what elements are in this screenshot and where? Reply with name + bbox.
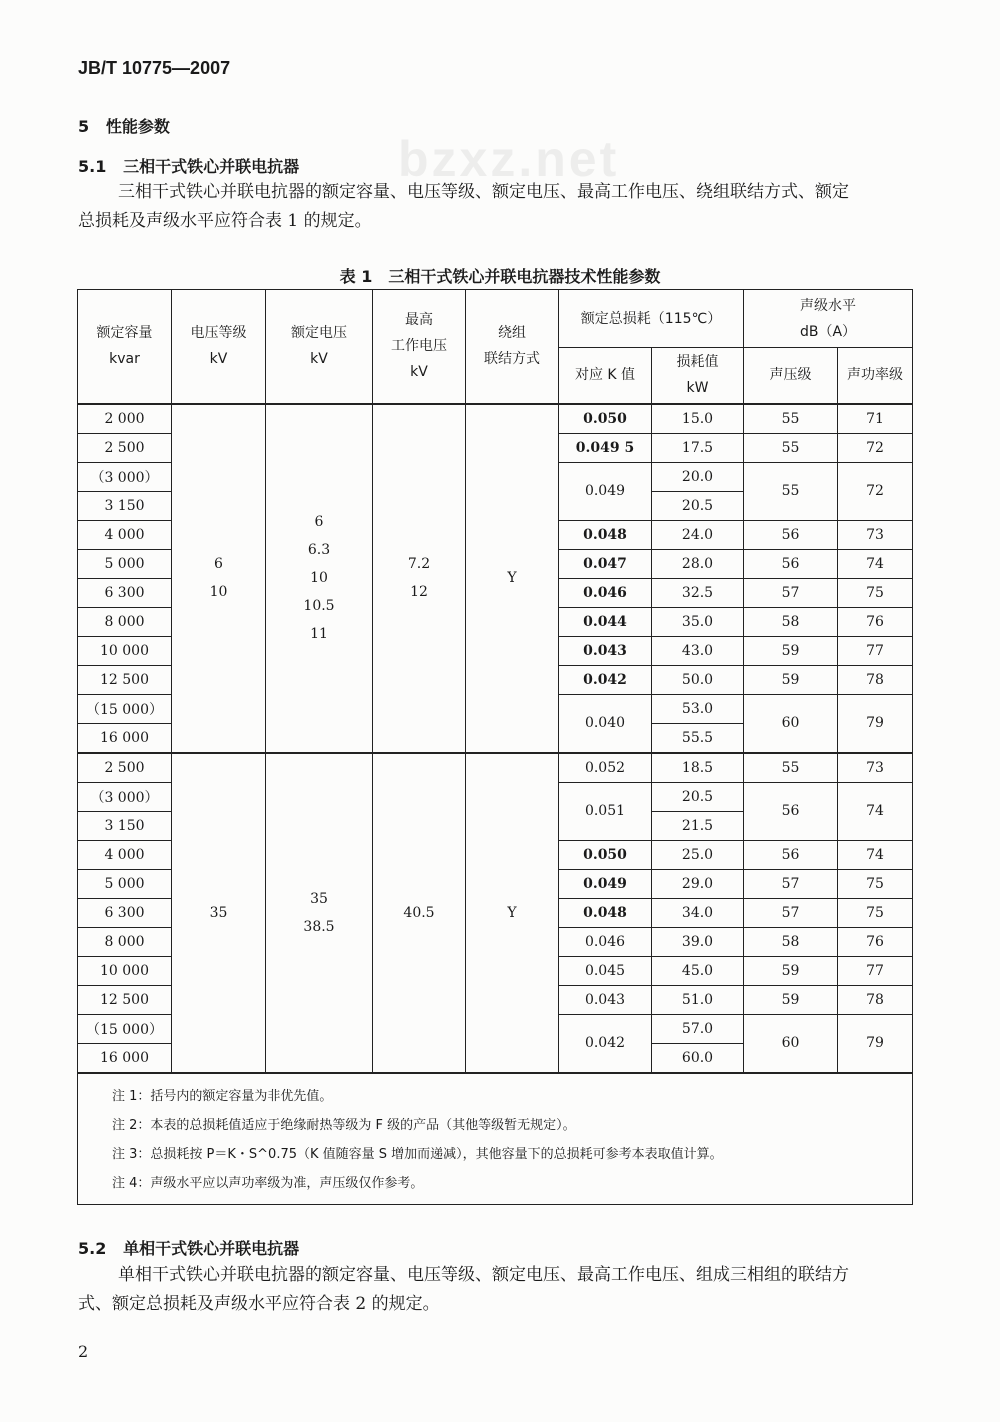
cell-capacity: 6 300 — [78, 578, 172, 607]
cell-swl: 74 — [838, 782, 913, 840]
cell-k: 0.049 — [559, 869, 652, 898]
cell-swl: 77 — [838, 636, 913, 665]
cell-spl: 56 — [744, 782, 838, 840]
cell-loss: 34.0 — [652, 898, 744, 927]
section-5-2-paragraph-line2: 式、额定总损耗及声级水平应符合表 2 的规定。 — [78, 1294, 440, 1314]
header-sound-power: 声功率级 — [838, 348, 913, 404]
cell-swl: 76 — [838, 927, 913, 956]
cell-swl: 75 — [838, 869, 913, 898]
cell-connection: Y — [466, 404, 559, 753]
cell-loss: 51.0 — [652, 985, 744, 1014]
cell-loss: 45.0 — [652, 956, 744, 985]
cell-swl: 79 — [838, 1014, 913, 1073]
cell-spl: 56 — [744, 520, 838, 549]
cell-loss: 57.0 — [652, 1014, 744, 1043]
cell-spl: 55 — [744, 753, 838, 783]
header-voltage-class: 电压等级 kV — [172, 290, 266, 404]
header-k-value: 对应 K 值 — [559, 348, 652, 404]
cell-k: 0.050 — [559, 840, 652, 869]
cell-loss: 60.0 — [652, 1043, 744, 1073]
cell-swl: 75 — [838, 578, 913, 607]
standard-number: JB/T 10775—2007 — [78, 58, 231, 78]
header-loss-value: 损耗值 kW — [652, 348, 744, 404]
header-max-voltage: 最高 工作电压 kV — [373, 290, 466, 404]
cell-swl: 74 — [838, 549, 913, 578]
cell-loss: 20.5 — [652, 491, 744, 520]
cell-spl: 55 — [744, 404, 838, 434]
cell-capacity: 3 150 — [78, 811, 172, 840]
cell-spl: 59 — [744, 956, 838, 985]
cell-swl: 73 — [838, 520, 913, 549]
cell-loss: 55.5 — [652, 723, 744, 753]
cell-loss: 25.0 — [652, 840, 744, 869]
cell-spl: 59 — [744, 985, 838, 1014]
cell-loss: 39.0 — [652, 927, 744, 956]
cell-spl: 57 — [744, 578, 838, 607]
cell-k: 0.052 — [559, 753, 652, 783]
cell-capacity: 16 000 — [78, 723, 172, 753]
cell-capacity: 2 000 — [78, 404, 172, 434]
table1-group-6-10kv — [78, 404, 913, 753]
cell-swl: 77 — [838, 956, 913, 985]
cell-spl: 56 — [744, 549, 838, 578]
cell-loss: 18.5 — [652, 753, 744, 783]
cell-spl: 56 — [744, 840, 838, 869]
cell-loss: 17.5 — [652, 433, 744, 462]
cell-k: 0.043 — [559, 985, 652, 1014]
header-noise: 声级水平 dB（A） — [744, 290, 913, 348]
cell-spl: 57 — [744, 898, 838, 927]
cell-capacity: 10 000 — [78, 956, 172, 985]
cell-voltage-class: 6 10 — [172, 404, 266, 753]
cell-k: 0.046 — [559, 927, 652, 956]
cell-swl: 73 — [838, 753, 913, 783]
cell-swl: 79 — [838, 694, 913, 753]
cell-k: 0.042 — [559, 1014, 652, 1073]
cell-spl: 59 — [744, 665, 838, 694]
cell-capacity: 6 300 — [78, 898, 172, 927]
cell-capacity: 2 500 — [78, 433, 172, 462]
cell-k: 0.045 — [559, 956, 652, 985]
cell-capacity: 12 500 — [78, 665, 172, 694]
table1-notes — [78, 1073, 913, 1205]
cell-spl: 55 — [744, 433, 838, 462]
cell-swl: 76 — [838, 607, 913, 636]
section-5-1-paragraph-line1: 三相干式铁心并联电抗器的额定容量、电压等级、额定电压、最高工作电压、绕组联结方式、额定 — [118, 182, 849, 202]
cell-k: 0.049 5 — [559, 433, 652, 462]
cell-k: 0.046 — [559, 578, 652, 607]
cell-capacity: （15 000） — [78, 1014, 172, 1043]
cell-swl: 72 — [838, 462, 913, 520]
table1-caption: 表 1 三相干式铁心并联电抗器技术性能参数 — [339, 267, 661, 286]
cell-k: 0.044 — [559, 607, 652, 636]
note-3: 注 3：总损耗按 P＝K・S^0.75（K 值随容量 S 增加而递减），其他容量下的总损耗可参考本表取值计算。 — [112, 1146, 723, 1162]
cell-loss: 43.0 — [652, 636, 744, 665]
header-sound-pressure: 声压级 — [744, 348, 838, 404]
cell-k: 0.051 — [559, 782, 652, 840]
cell-capacity: 3 150 — [78, 491, 172, 520]
cell-capacity: （3 000） — [78, 462, 172, 491]
header-rated-voltage: 额定电压 kV — [266, 290, 373, 404]
cell-capacity: 8 000 — [78, 607, 172, 636]
cell-k: 0.048 — [559, 520, 652, 549]
section-5-heading: 5 性能参数 — [78, 117, 170, 136]
cell-k: 0.043 — [559, 636, 652, 665]
cell-swl: 78 — [838, 665, 913, 694]
table1 — [77, 289, 913, 1205]
cell-rated-voltage: 6 6.3 10 10.5 11 — [266, 404, 373, 753]
cell-capacity: 4 000 — [78, 520, 172, 549]
cell-capacity: 5 000 — [78, 869, 172, 898]
cell-voltage-class: 35 — [172, 753, 266, 1073]
cell-loss: 50.0 — [652, 665, 744, 694]
table-row — [78, 753, 913, 783]
cell-capacity: 4 000 — [78, 840, 172, 869]
header-total-loss: 额定总损耗（115℃） — [559, 290, 744, 348]
cell-capacity: （15 000） — [78, 694, 172, 723]
cell-spl: 58 — [744, 607, 838, 636]
cell-rated-voltage: 35 38.5 — [266, 753, 373, 1073]
cell-spl: 60 — [744, 1014, 838, 1073]
cell-k: 0.048 — [559, 898, 652, 927]
cell-k: 0.050 — [559, 404, 652, 434]
cell-capacity: 8 000 — [78, 927, 172, 956]
cell-loss: 21.5 — [652, 811, 744, 840]
section-5-1-heading: 5.1 三相干式铁心并联电抗器 — [78, 157, 300, 176]
cell-loss: 53.0 — [652, 694, 744, 723]
section-5-2-heading: 5.2 单相干式铁心并联电抗器 — [78, 1239, 300, 1258]
section-5-2-paragraph-line1: 单相干式铁心并联电抗器的额定容量、电压等级、额定电压、最高工作电压、组成三相组的联结方 — [118, 1265, 849, 1285]
header-connection: 绕组 联结方式 — [466, 290, 559, 404]
table-row — [78, 404, 913, 434]
cell-swl: 71 — [838, 404, 913, 434]
cell-spl: 59 — [744, 636, 838, 665]
cell-loss: 20.0 — [652, 462, 744, 491]
cell-capacity: 2 500 — [78, 753, 172, 783]
cell-k: 0.042 — [559, 665, 652, 694]
cell-max-voltage: 40.5 — [373, 753, 466, 1073]
cell-spl: 57 — [744, 869, 838, 898]
cell-spl: 58 — [744, 927, 838, 956]
cell-loss: 28.0 — [652, 549, 744, 578]
cell-swl: 72 — [838, 433, 913, 462]
cell-capacity: 10 000 — [78, 636, 172, 665]
cell-loss: 20.5 — [652, 782, 744, 811]
cell-loss: 29.0 — [652, 869, 744, 898]
cell-swl: 74 — [838, 840, 913, 869]
cell-k: 0.049 — [559, 462, 652, 520]
cell-spl: 60 — [744, 694, 838, 753]
page-number: 2 — [78, 1342, 89, 1361]
header-capacity: 额定容量 kvar — [78, 290, 172, 404]
cell-connection: Y — [466, 753, 559, 1073]
cell-spl: 55 — [744, 462, 838, 520]
section-5-1-paragraph-line2: 总损耗及声级水平应符合表 1 的规定。 — [78, 211, 372, 231]
cell-capacity: （3 000） — [78, 782, 172, 811]
cell-swl: 78 — [838, 985, 913, 1014]
cell-loss: 24.0 — [652, 520, 744, 549]
note-2: 注 2：本表的总损耗值适应于绝缘耐热等级为 F 级的产品（其他等级暂无规定）。 — [112, 1117, 576, 1133]
cell-k: 0.040 — [559, 694, 652, 753]
watermark: bzxz.net — [398, 131, 620, 187]
table1-group-35kv — [78, 753, 913, 1073]
cell-capacity: 16 000 — [78, 1043, 172, 1073]
cell-loss: 32.5 — [652, 578, 744, 607]
note-4: 注 4：声级水平应以声功率级为准，声压级仅作参考。 — [112, 1175, 424, 1191]
note-1: 注 1：括号内的额定容量为非优先值。 — [112, 1088, 333, 1104]
cell-k: 0.047 — [559, 549, 652, 578]
cell-max-voltage: 7.2 12 — [373, 404, 466, 753]
cell-swl: 75 — [838, 898, 913, 927]
cell-capacity: 5 000 — [78, 549, 172, 578]
cell-loss: 35.0 — [652, 607, 744, 636]
cell-capacity: 12 500 — [78, 985, 172, 1014]
cell-loss: 15.0 — [652, 404, 744, 434]
